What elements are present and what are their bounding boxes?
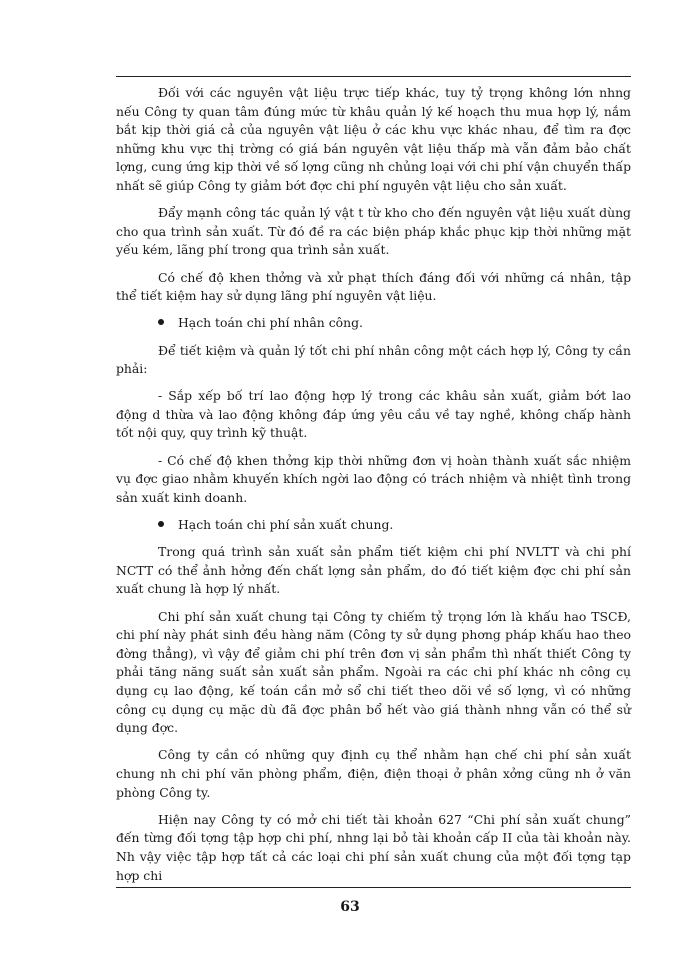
paragraph: - Có chế độ khen thởng kịp thời những đơn vị hoàn thành xuất sắc nhiệm vụ đợc giao nhằm khuyến khích ngời lao động có trách nhiệm và nhiệt tình trong sản xuất kinh doanh. <box>116 452 631 505</box>
page-number: 63 <box>340 899 360 915</box>
paragraph: Đối với các nguyên vật liệu trực tiếp khác, tuy tỷ trọng không lớn nhng nếu Công ty quan tâm đúng mức từ khâu quản lý kế hoạch thu mua hợp lý, nắm bắt kịp thời giá cả của nguyên vật liệu ở các khu vực khác nhau, để tìm ra đợc những khu vực thị trờng có giá bán nguyên vật liệu thấp mà vẫn đảm bảo chất lợng, cung ứng kịp thời về số lợng cũng nh chủng loại với chi phí vận chuyển thấp nhất sẽ giúp Công ty giảm bớt đợc chi phí nguyên vật liệu cho sản xuất. <box>116 85 631 193</box>
bullet-text: Hạch toán chi phí nhân công. <box>178 315 363 331</box>
header-rule <box>116 76 631 77</box>
paragraph: Có chế độ khen thởng và xử phạt thích đáng đối với những cá nhân, tập thể tiết kiệm hay sử dụng lãng phí nguyên vật liệu. <box>116 269 631 304</box>
paragraph: Trong quá trình sản xuất sản phẩm tiết kiệm chi phí NVLTT và chi phí NCTT có thể ảnh hởng đến chất lợng sản phẩm, do đó tiết kiệm đợc chi phí sản xuất chung là hợp lý nhất. <box>116 544 631 597</box>
body-text <box>116 84 631 894</box>
paragraph: Hiện nay Công ty có mở chi tiết tài khoản 627 “Chi phí sản xuất chung” đến từng đối tợng tập hợp chi phí, nhng lại bỏ tài khoản cấp II của tài khoản này. Nh vậy việc tập hợp tất cả các loại chi phí sản xuất chung của một đối tợng tạp hợp chi <box>116 811 631 883</box>
paragraph: Để tiết kiệm và quản lý tốt chi phí nhân công một cách hợp lý, Công ty cần phải: <box>116 342 631 377</box>
footer-rule <box>116 887 631 888</box>
paragraph: - Sắp xếp bố trí lao động hợp lý trong các khâu sản xuất, giảm bớt lao động d thừa và lao động không đáp ứng yêu cầu về tay nghề, không chấp hành tốt nội quy, quy trình kỹ thuật. <box>116 388 631 441</box>
bullet-text: Hạch toán chi phí sản xuất chung. <box>178 517 394 533</box>
bullet-item <box>116 516 631 535</box>
bullet-item <box>116 314 631 333</box>
paragraph: Công ty cần có những quy định cụ thể nhằm hạn chế chi phí sản xuất chung nh chi phí văn phòng phẩm, điện, điện thoại ở phân xởng cũng nh ở văn phòng Công ty. <box>116 747 631 800</box>
bullet-icon <box>158 521 164 527</box>
bullet-icon <box>158 319 164 325</box>
paragraph: Chi phí sản xuất chung tại Công ty chiếm tỷ trọng lớn là khấu hao TSCĐ, chi phí này phát sinh đều hàng năm (Công ty sử dụng phơng pháp khấu hao theo đờng thẳng), vì vậy để giảm chi phí trên đơn vị sản phẩm thì nhất thiết Công ty phải tăng năng suất sản xuất sản phẩm. Ngoài ra các chi phí khác nh công cụ dụng cụ lao động, kế toán cần mở sổ chi tiết theo dõi về số lợng, vì có những công cụ dụng cụ mặc dù đã đợc phân bổ hết vào giá thành nhng vẫn có thể sử dụng đợc. <box>116 608 631 736</box>
paragraph: Đẩy mạnh công tác quản lý vật t từ kho cho đến nguyên vật liệu xuất dùng cho qua trình sản xuất. Từ đó đề ra các biện pháp khắc phục kịp thời những mặt yếu kém, lãng phí trong qua trình sản xuất. <box>116 205 631 258</box>
